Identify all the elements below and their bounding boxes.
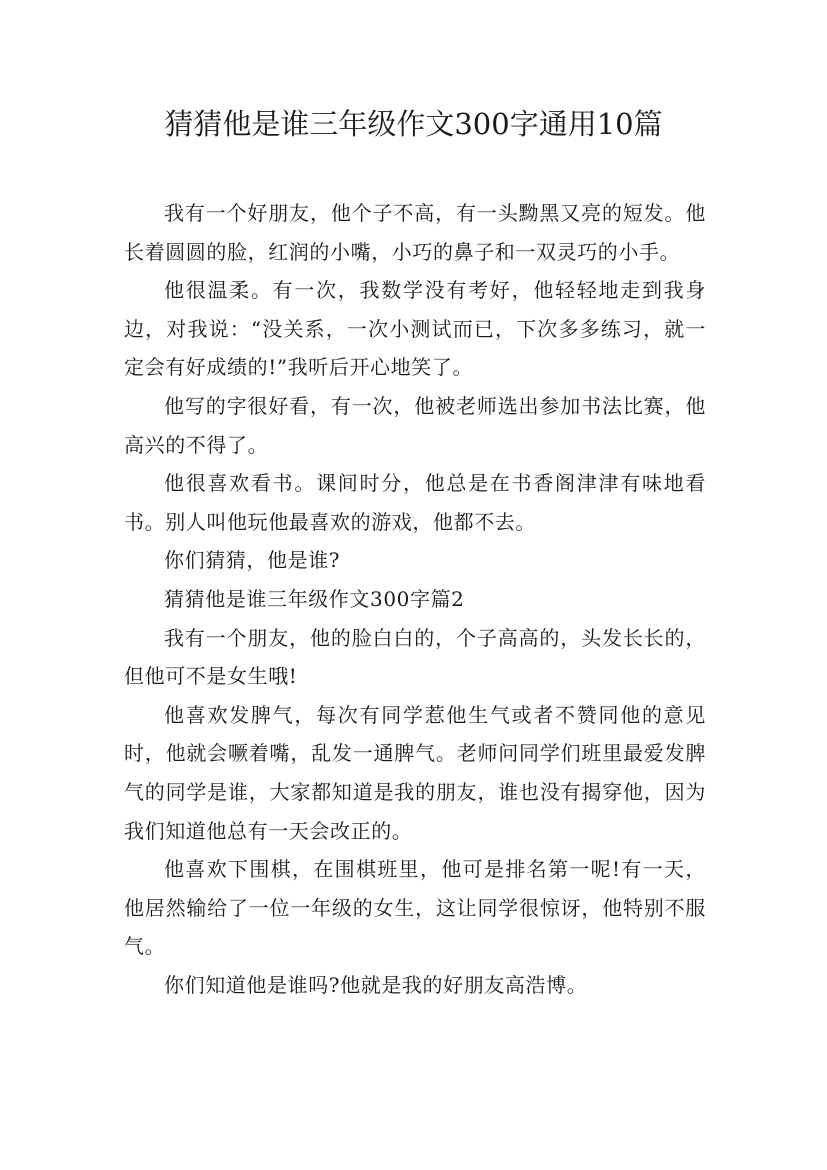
- paragraph: 他喜欢发脾气，每次有同学惹他生气或者不赞同他的意见时，他就会噘着嘴，乱发一通脾气。老师问同学们班里最爱发脾气的同学是谁，大家都知道是我的朋友，谁也没有揭穿他，因为我们知道他总有一天会改正的。: [124, 702, 706, 843]
- section-heading: 猜猜他是谁三年级作文300字篇2: [164, 586, 465, 611]
- paragraph: 我有一个好朋友，他个子不高，有一头黝黑又亮的短发。他长着圆圆的脸，红润的小嘴，小巧的鼻子和一双灵巧的小手。: [124, 201, 706, 264]
- paragraph: 他喜欢下围棋，在围棋班里，他可是排名第一呢!有一天，他居然输给了一位一年级的女生，这让同学很惊讶，他特别不服气。: [124, 857, 706, 959]
- paragraph: 我有一个朋友，他的脸白白的，个子高高的，头发长长的，但他可不是女生哦!: [124, 625, 706, 689]
- paragraph: 你们知道他是谁吗?他就是我的好朋友高浩博。: [164, 972, 588, 997]
- paragraph: 他很温柔。有一次，我数学没有考好，他轻轻地走到我身边，对我说：“没关系，一次小测试而已，下次多多练习，就一定会有好成绩的!”我听后开心地笑了。: [124, 278, 706, 380]
- document-title: 猜猜他是谁三年级作文300字通用10篇: [164, 107, 663, 141]
- paragraph: 他写的字很好看，有一次，他被老师选出参加书法比赛，他高兴的不得了。: [124, 393, 706, 457]
- paragraph: 他很喜欢看书。课间时分，他总是在书香阁津津有味地看书。别人叫他玩他最喜欢的游戏，他都不去。: [124, 471, 706, 534]
- paragraph: 你们猜猜，他是谁?: [164, 548, 341, 573]
- document-body: [124, 194, 706, 1004]
